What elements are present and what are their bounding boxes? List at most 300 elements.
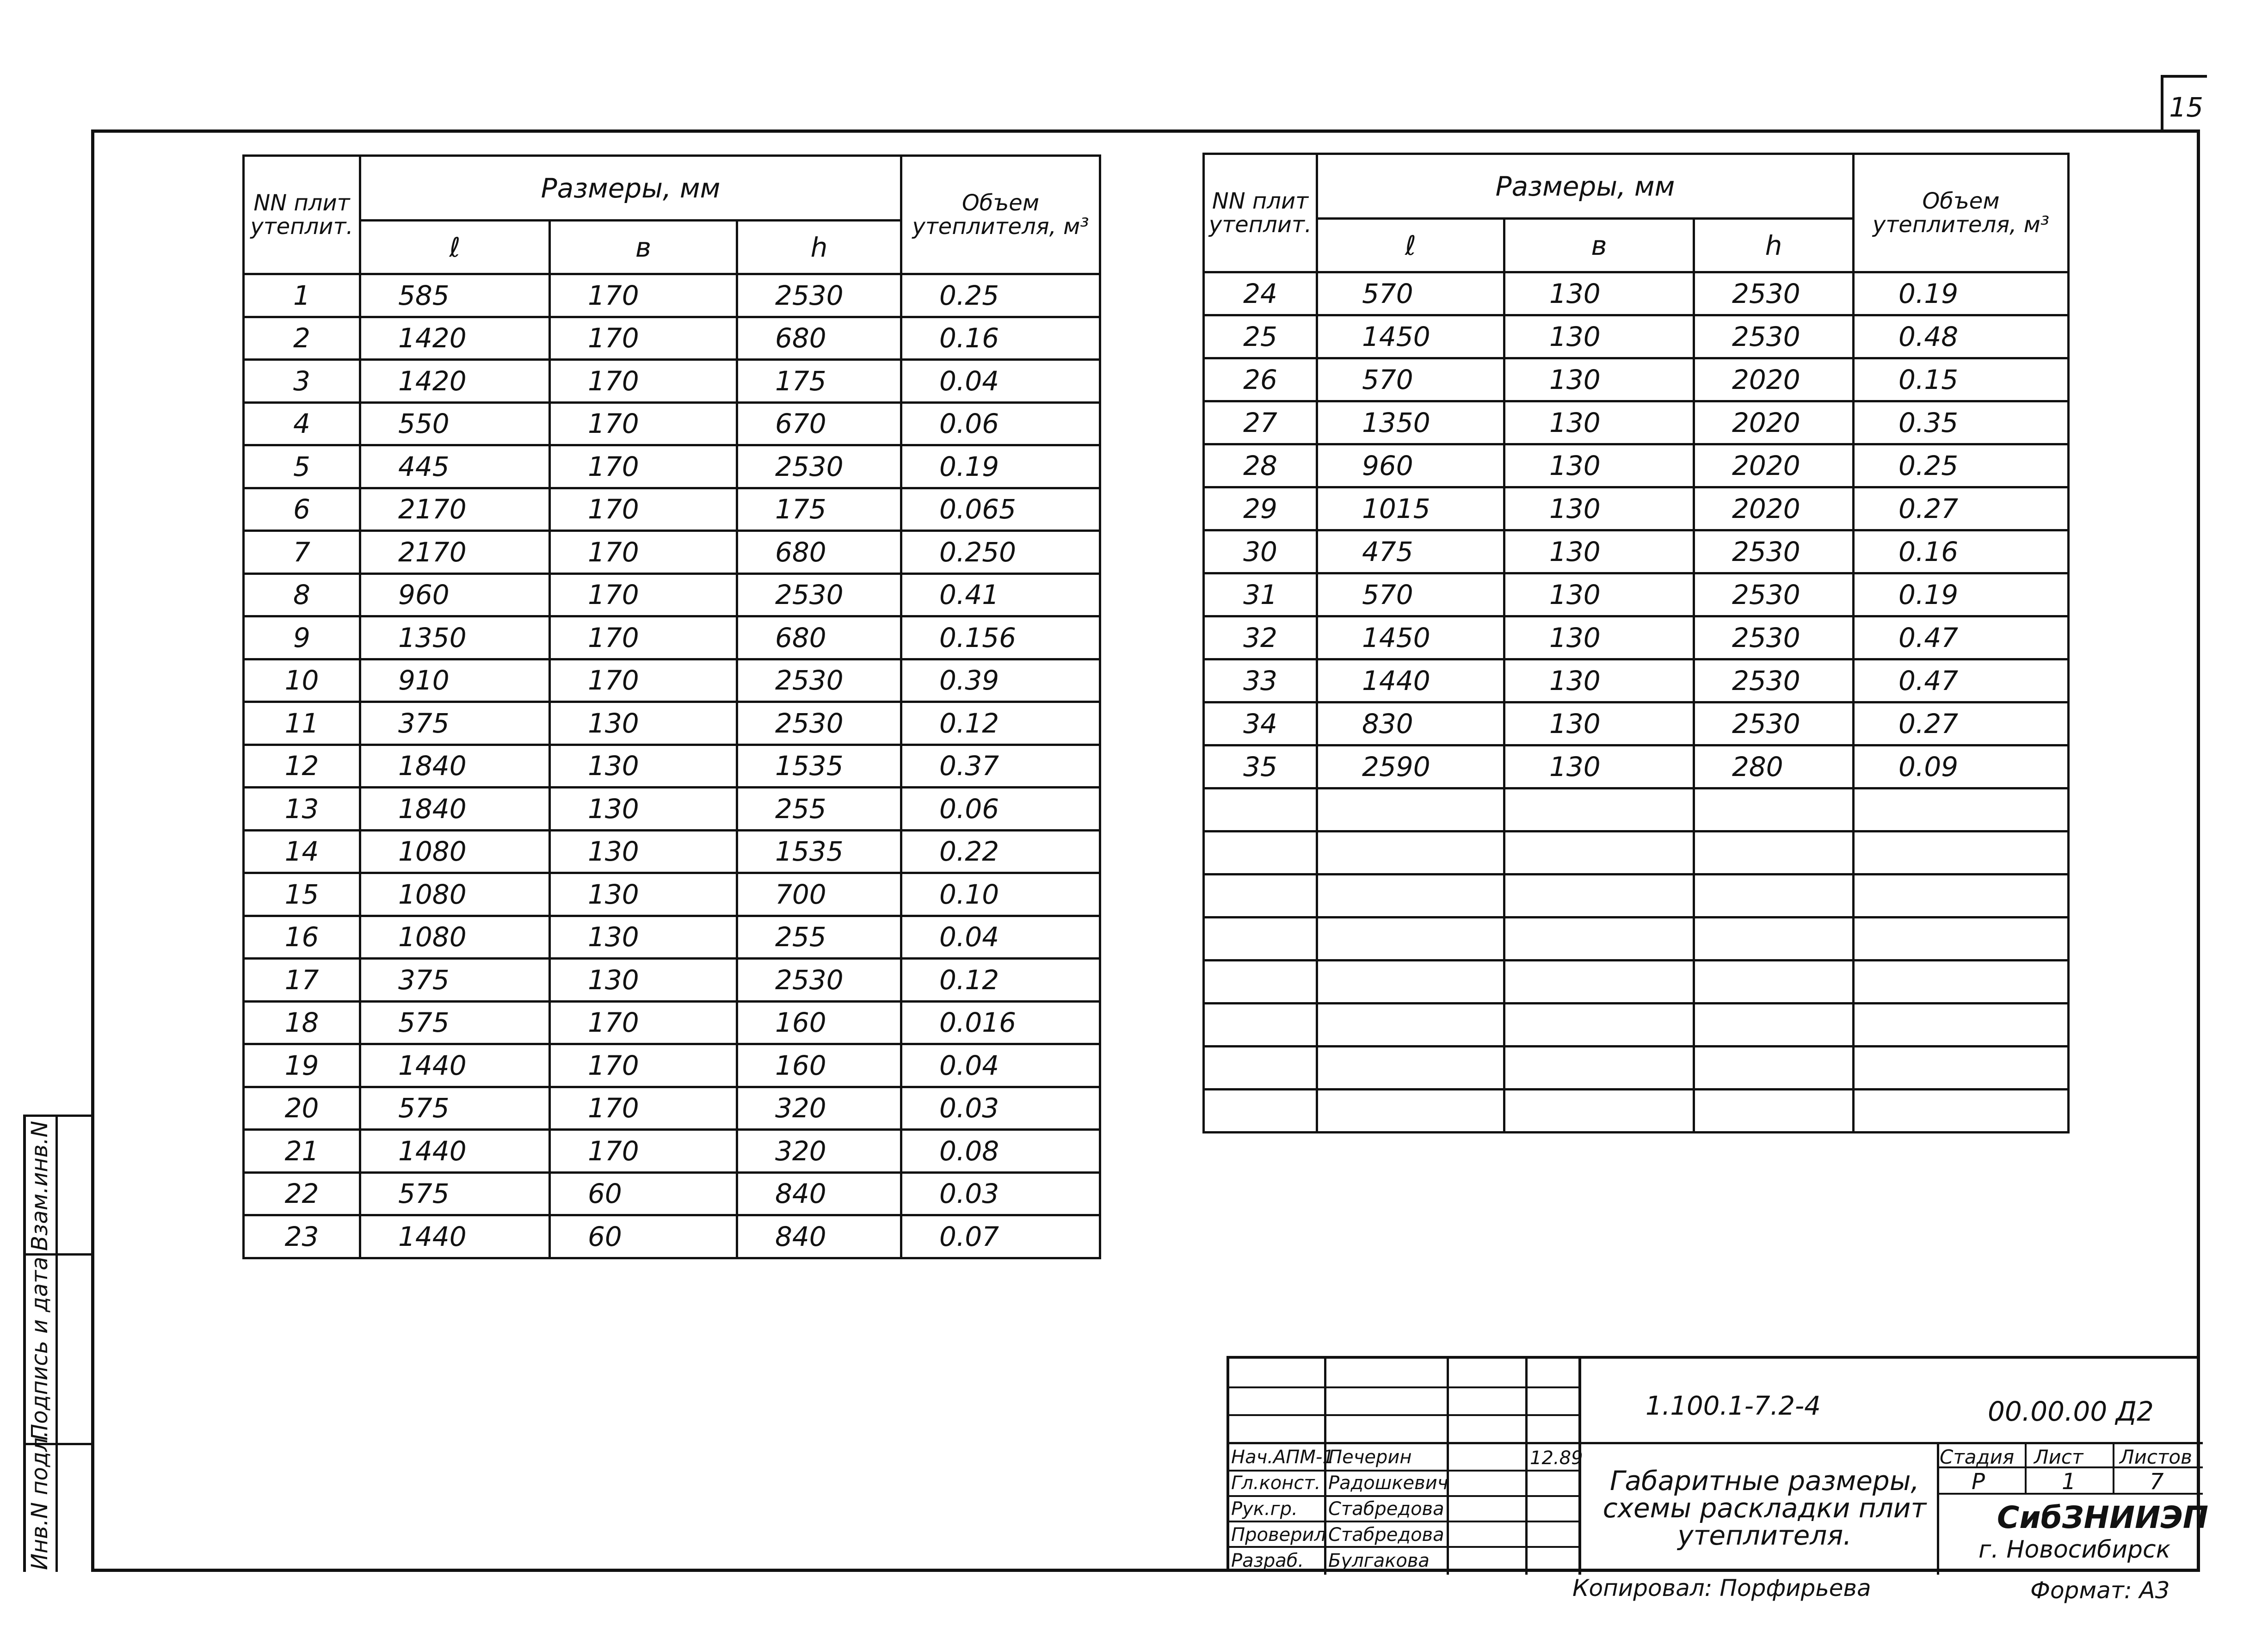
table-row bbox=[244, 745, 1100, 788]
cell-width: 130 bbox=[1504, 573, 1694, 616]
cell-volume: 0.19 bbox=[901, 445, 1100, 488]
cell-plate-number: 1 bbox=[244, 274, 360, 317]
table-row bbox=[1204, 358, 2069, 401]
cell-length bbox=[1317, 1047, 1504, 1090]
cell-plate-number bbox=[1204, 918, 1317, 961]
cell-width: 170 bbox=[550, 616, 737, 659]
cell-height: 2530 bbox=[1694, 659, 1854, 702]
table-row bbox=[244, 1044, 1100, 1087]
cell-width bbox=[1504, 1004, 1694, 1047]
cell-volume bbox=[1854, 1090, 2069, 1133]
table-row bbox=[1204, 401, 2069, 444]
table-row bbox=[1204, 745, 2069, 788]
cell-volume bbox=[1854, 788, 2069, 831]
cell-length: 2170 bbox=[360, 531, 550, 574]
cell-plate-number: 30 bbox=[1204, 530, 1317, 573]
table-row bbox=[1204, 272, 2069, 315]
table-row bbox=[244, 916, 1100, 959]
cell-width: 130 bbox=[1504, 659, 1694, 702]
cell-width: 130 bbox=[1504, 745, 1694, 788]
cell-width: 60 bbox=[550, 1215, 737, 1258]
doc-code: 1.100.1-7.2-4 bbox=[1646, 1391, 1821, 1421]
cell-height: 840 bbox=[737, 1215, 901, 1258]
sheets-label: Листов bbox=[2120, 1446, 2192, 1468]
cell-height bbox=[1694, 875, 1854, 918]
cell-width: 170 bbox=[550, 531, 737, 574]
role-name: Стабредова bbox=[1328, 1524, 1444, 1546]
cell-height: 280 bbox=[1694, 745, 1854, 788]
header-plate-number: NN плит утеплит. bbox=[1204, 154, 1317, 272]
cell-volume: 0.16 bbox=[901, 317, 1100, 360]
cell-plate-number bbox=[1204, 875, 1317, 918]
cell-volume: 0.03 bbox=[901, 1087, 1100, 1130]
table-row bbox=[1204, 530, 2069, 573]
table-row bbox=[1204, 1047, 2069, 1090]
cell-volume: 0.25 bbox=[901, 274, 1100, 317]
cell-plate-number: 21 bbox=[244, 1130, 360, 1173]
cell-volume bbox=[1854, 918, 2069, 961]
cell-volume: 0.16 bbox=[1854, 530, 2069, 573]
table-row bbox=[244, 830, 1100, 873]
cell-length: 960 bbox=[360, 573, 550, 616]
table-row bbox=[1204, 702, 2069, 745]
cell-plate-number: 14 bbox=[244, 830, 360, 873]
table-row bbox=[1204, 831, 2069, 875]
table-row bbox=[244, 274, 1100, 317]
cell-width bbox=[1504, 831, 1694, 875]
cell-plate-number: 2 bbox=[244, 317, 360, 360]
paper-format: Формат: А3 bbox=[2030, 1577, 2170, 1604]
cell-volume: 0.12 bbox=[901, 702, 1100, 745]
cell-plate-number bbox=[1204, 831, 1317, 875]
cell-length: 1440 bbox=[360, 1130, 550, 1173]
cell-length: 575 bbox=[360, 1001, 550, 1044]
header-length: ℓ bbox=[360, 221, 550, 274]
cell-plate-number: 29 bbox=[1204, 487, 1317, 530]
cell-volume: 0.03 bbox=[901, 1172, 1100, 1215]
cell-width: 130 bbox=[1504, 272, 1694, 315]
table-row bbox=[244, 659, 1100, 702]
cell-length: 575 bbox=[360, 1172, 550, 1215]
cell-height: 2020 bbox=[1694, 358, 1854, 401]
role-label: Гл.конст. bbox=[1231, 1472, 1321, 1494]
cell-height: 2530 bbox=[737, 445, 901, 488]
cell-length: 1450 bbox=[1317, 616, 1504, 659]
cell-plate-number: 6 bbox=[244, 488, 360, 531]
role-name: Стабредова bbox=[1328, 1498, 1444, 1520]
header-sizes: Размеры, мм bbox=[1317, 154, 1854, 219]
table-row bbox=[244, 488, 1100, 531]
cell-length: 570 bbox=[1317, 272, 1504, 315]
cell-height: 2530 bbox=[1694, 272, 1854, 315]
table-row bbox=[1204, 315, 2069, 358]
cell-height bbox=[1694, 1090, 1854, 1133]
cell-width: 170 bbox=[550, 445, 737, 488]
cell-plate-number bbox=[1204, 1047, 1317, 1090]
cell-height: 2530 bbox=[737, 959, 901, 1002]
cell-height: 255 bbox=[737, 788, 901, 831]
cell-width: 170 bbox=[550, 317, 737, 360]
header-height: h bbox=[1694, 219, 1854, 272]
cell-volume: 0.19 bbox=[1854, 272, 2069, 315]
header-volume: Объем утеплителя, м³ bbox=[1854, 154, 2069, 272]
cell-width: 130 bbox=[1504, 487, 1694, 530]
table-row bbox=[244, 702, 1100, 745]
cell-length: 1420 bbox=[360, 317, 550, 360]
table-row bbox=[244, 360, 1100, 403]
table-row bbox=[1204, 961, 2069, 1004]
role-name: Булгакова bbox=[1328, 1550, 1430, 1571]
cell-plate-number: 11 bbox=[244, 702, 360, 745]
cell-height bbox=[1694, 918, 1854, 961]
table-row bbox=[244, 1172, 1100, 1215]
cell-length: 475 bbox=[1317, 530, 1504, 573]
table-row bbox=[244, 1001, 1100, 1044]
cell-length: 575 bbox=[360, 1087, 550, 1130]
cell-plate-number: 31 bbox=[1204, 573, 1317, 616]
cell-length: 570 bbox=[1317, 573, 1504, 616]
cell-height: 840 bbox=[737, 1172, 901, 1215]
cell-plate-number: 35 bbox=[1204, 745, 1317, 788]
cell-length bbox=[1317, 875, 1504, 918]
table-row bbox=[244, 616, 1100, 659]
cell-length: 1420 bbox=[360, 360, 550, 403]
cell-height: 680 bbox=[737, 531, 901, 574]
cell-width: 60 bbox=[550, 1172, 737, 1215]
cell-width: 130 bbox=[550, 830, 737, 873]
cell-width: 130 bbox=[1504, 530, 1694, 573]
cell-width: 130 bbox=[1504, 358, 1694, 401]
cell-width: 130 bbox=[1504, 401, 1694, 444]
table-row bbox=[244, 1087, 1100, 1130]
cell-length: 1840 bbox=[360, 745, 550, 788]
cell-plate-number bbox=[1204, 1004, 1317, 1047]
cell-length: 1015 bbox=[1317, 487, 1504, 530]
cell-width bbox=[1504, 1047, 1694, 1090]
cell-volume: 0.41 bbox=[901, 573, 1100, 616]
sheet-label: Лист bbox=[2034, 1446, 2083, 1468]
cell-length: 2170 bbox=[360, 488, 550, 531]
cell-height: 2530 bbox=[1694, 616, 1854, 659]
cell-plate-number: 9 bbox=[244, 616, 360, 659]
cell-plate-number: 4 bbox=[244, 402, 360, 445]
cell-length bbox=[1317, 1090, 1504, 1133]
cell-length: 1440 bbox=[360, 1215, 550, 1258]
cell-volume: 0.37 bbox=[901, 745, 1100, 788]
table-row bbox=[244, 873, 1100, 916]
cell-volume: 0.016 bbox=[901, 1001, 1100, 1044]
cell-volume: 0.27 bbox=[1854, 702, 2069, 745]
cell-height: 175 bbox=[737, 488, 901, 531]
cell-length: 375 bbox=[360, 702, 550, 745]
cell-plate-number: 25 bbox=[1204, 315, 1317, 358]
signature-date-label: Подпись и дата bbox=[27, 1256, 53, 1441]
sign-date: 12.89 bbox=[1530, 1447, 1583, 1469]
cell-plate-number: 34 bbox=[1204, 702, 1317, 745]
cell-length: 375 bbox=[360, 959, 550, 1002]
table-row bbox=[244, 788, 1100, 831]
table-row bbox=[244, 445, 1100, 488]
cell-plate-number: 17 bbox=[244, 959, 360, 1002]
cell-height: 1535 bbox=[737, 830, 901, 873]
cell-plate-number: 3 bbox=[244, 360, 360, 403]
cell-volume: 0.19 bbox=[1854, 573, 2069, 616]
title-block bbox=[1226, 1356, 2209, 1572]
cell-width: 170 bbox=[550, 488, 737, 531]
drawing-title: Габаритные размеры, схемы раскладки плит утеплителя. bbox=[1602, 1465, 1927, 1552]
role-label: Разраб. bbox=[1231, 1550, 1304, 1571]
table-row bbox=[1204, 1090, 2069, 1133]
role-label: Проверил bbox=[1231, 1524, 1326, 1546]
cell-length: 1080 bbox=[360, 873, 550, 916]
cell-plate-number: 19 bbox=[244, 1044, 360, 1087]
cell-plate-number bbox=[1204, 1090, 1317, 1133]
cell-plate-number: 18 bbox=[244, 1001, 360, 1044]
cell-plate-number: 20 bbox=[244, 1087, 360, 1130]
cell-length: 2590 bbox=[1317, 745, 1504, 788]
table-row bbox=[1204, 659, 2069, 702]
cell-volume: 0.08 bbox=[901, 1130, 1100, 1173]
cell-plate-number: 24 bbox=[1204, 272, 1317, 315]
cell-height: 320 bbox=[737, 1087, 901, 1130]
table-row bbox=[1204, 1004, 2069, 1047]
cell-plate-number: 10 bbox=[244, 659, 360, 702]
table-row bbox=[244, 573, 1100, 616]
cell-length bbox=[1317, 918, 1504, 961]
cell-width: 130 bbox=[550, 916, 737, 959]
table-row bbox=[1204, 875, 2069, 918]
cell-plate-number: 23 bbox=[244, 1215, 360, 1258]
cell-volume: 0.25 bbox=[1854, 444, 2069, 487]
cell-width: 130 bbox=[1504, 315, 1694, 358]
role-label: Рук.гр. bbox=[1231, 1498, 1298, 1520]
cell-length: 1350 bbox=[360, 616, 550, 659]
cell-length: 1450 bbox=[1317, 315, 1504, 358]
cell-length: 1840 bbox=[360, 788, 550, 831]
side-stamp-strip bbox=[23, 1115, 91, 1572]
cell-width: 130 bbox=[1504, 616, 1694, 659]
cell-height: 700 bbox=[737, 873, 901, 916]
cell-volume: 0.12 bbox=[901, 959, 1100, 1002]
cell-plate-number: 8 bbox=[244, 573, 360, 616]
cell-length: 585 bbox=[360, 274, 550, 317]
role-label: Нач.АПМ-1 bbox=[1231, 1447, 1334, 1468]
cell-height: 2530 bbox=[737, 573, 901, 616]
cell-height: 2530 bbox=[1694, 702, 1854, 745]
cell-volume bbox=[1854, 961, 2069, 1004]
table-row bbox=[244, 959, 1100, 1002]
cell-volume bbox=[1854, 1047, 2069, 1090]
cell-length: 1350 bbox=[1317, 401, 1504, 444]
right-table-body bbox=[1204, 272, 2069, 1133]
cell-height: 2530 bbox=[1694, 530, 1854, 573]
cell-width bbox=[1504, 918, 1694, 961]
cell-plate-number bbox=[1204, 788, 1317, 831]
cell-width: 170 bbox=[550, 1087, 737, 1130]
cell-height: 680 bbox=[737, 317, 901, 360]
cell-length bbox=[1317, 788, 1504, 831]
cell-length: 1440 bbox=[360, 1044, 550, 1087]
cell-height bbox=[1694, 831, 1854, 875]
cell-height bbox=[1694, 788, 1854, 831]
cell-plate-number: 13 bbox=[244, 788, 360, 831]
cell-length: 445 bbox=[360, 445, 550, 488]
cell-width: 170 bbox=[550, 1044, 737, 1087]
table-row bbox=[244, 317, 1100, 360]
cell-plate-number bbox=[1204, 961, 1317, 1004]
copied-by: Копировал: Порфирьева bbox=[1572, 1575, 1871, 1601]
cell-width: 130 bbox=[550, 745, 737, 788]
cell-height: 255 bbox=[737, 916, 901, 959]
header-sizes: Размеры, мм bbox=[360, 156, 901, 221]
cell-height: 1535 bbox=[737, 745, 901, 788]
table-row bbox=[1204, 788, 2069, 831]
cell-plate-number: 33 bbox=[1204, 659, 1317, 702]
cell-volume: 0.065 bbox=[901, 488, 1100, 531]
cell-length bbox=[1317, 1004, 1504, 1047]
cell-width: 130 bbox=[550, 702, 737, 745]
cell-height: 680 bbox=[737, 616, 901, 659]
header-volume: Объем утеплителя, м³ bbox=[901, 156, 1100, 274]
cell-plate-number: 22 bbox=[244, 1172, 360, 1215]
cell-volume: 0.09 bbox=[1854, 745, 2069, 788]
cell-length: 960 bbox=[1317, 444, 1504, 487]
cell-volume: 0.39 bbox=[901, 659, 1100, 702]
cell-width: 170 bbox=[550, 1130, 737, 1173]
cell-width: 130 bbox=[1504, 444, 1694, 487]
cell-volume: 0.22 bbox=[901, 830, 1100, 873]
cell-length: 570 bbox=[1317, 358, 1504, 401]
cell-width: 170 bbox=[550, 360, 737, 403]
insulation-table-right bbox=[1202, 153, 2070, 1133]
table-row bbox=[244, 1130, 1100, 1173]
org-city: г. Новосибирск bbox=[1978, 1536, 2171, 1564]
cell-height: 160 bbox=[737, 1001, 901, 1044]
cell-height: 160 bbox=[737, 1044, 901, 1087]
cell-width bbox=[1504, 875, 1694, 918]
inv-podl-label: Инв.N подл. bbox=[27, 1430, 53, 1570]
table-row bbox=[1204, 444, 2069, 487]
cell-height: 175 bbox=[737, 360, 901, 403]
cell-length: 1440 bbox=[1317, 659, 1504, 702]
cell-height: 2530 bbox=[737, 274, 901, 317]
cell-width: 130 bbox=[550, 873, 737, 916]
cell-width: 170 bbox=[550, 1001, 737, 1044]
stage-label: Стадия bbox=[1940, 1446, 2015, 1468]
header-length: ℓ bbox=[1317, 219, 1504, 272]
cell-height: 320 bbox=[737, 1130, 901, 1173]
cell-height: 2020 bbox=[1694, 444, 1854, 487]
cell-plate-number: 5 bbox=[244, 445, 360, 488]
cell-width: 170 bbox=[550, 402, 737, 445]
header-width: в bbox=[1504, 219, 1694, 272]
cell-volume: 0.156 bbox=[901, 616, 1100, 659]
cell-height: 2530 bbox=[737, 702, 901, 745]
cell-width: 130 bbox=[550, 788, 737, 831]
cell-length: 1080 bbox=[360, 916, 550, 959]
cell-volume: 0.35 bbox=[1854, 401, 2069, 444]
cell-plate-number: 32 bbox=[1204, 616, 1317, 659]
cell-width bbox=[1504, 788, 1694, 831]
sheet-number: 15 bbox=[2169, 92, 2203, 123]
cell-plate-number: 15 bbox=[244, 873, 360, 916]
cell-volume bbox=[1854, 831, 2069, 875]
table-row bbox=[244, 402, 1100, 445]
cell-volume: 0.47 bbox=[1854, 616, 2069, 659]
cell-width: 170 bbox=[550, 573, 737, 616]
cell-volume: 0.250 bbox=[901, 531, 1100, 574]
cell-height bbox=[1694, 1004, 1854, 1047]
role-name: Печерин bbox=[1328, 1447, 1412, 1468]
table-row bbox=[1204, 573, 2069, 616]
cell-width: 170 bbox=[550, 659, 737, 702]
stage-value: Р bbox=[1972, 1469, 1985, 1495]
cell-length: 550 bbox=[360, 402, 550, 445]
cell-height: 2020 bbox=[1694, 401, 1854, 444]
sheets-value: 7 bbox=[2150, 1469, 2164, 1495]
cell-height bbox=[1694, 1047, 1854, 1090]
cell-plate-number: 27 bbox=[1204, 401, 1317, 444]
cell-volume: 0.27 bbox=[1854, 487, 2069, 530]
cell-width: 130 bbox=[1504, 702, 1694, 745]
cell-volume: 0.10 bbox=[901, 873, 1100, 916]
cell-length: 910 bbox=[360, 659, 550, 702]
table-row bbox=[1204, 487, 2069, 530]
org-name: СибЗНИИЭП bbox=[1997, 1500, 2209, 1535]
cell-height: 2020 bbox=[1694, 487, 1854, 530]
cell-height: 2530 bbox=[1694, 573, 1854, 616]
cell-volume: 0.07 bbox=[901, 1215, 1100, 1258]
cell-volume: 0.04 bbox=[901, 916, 1100, 959]
role-name: Радошкевич bbox=[1328, 1472, 1448, 1494]
header-height: h bbox=[737, 221, 901, 274]
cell-plate-number: 28 bbox=[1204, 444, 1317, 487]
cell-volume: 0.15 bbox=[1854, 358, 2069, 401]
cell-volume bbox=[1854, 1004, 2069, 1047]
header-width: в bbox=[550, 221, 737, 274]
cell-height bbox=[1694, 961, 1854, 1004]
cell-volume: 0.06 bbox=[901, 402, 1100, 445]
cell-plate-number: 26 bbox=[1204, 358, 1317, 401]
drawing-code: 00.00.00 Д2 bbox=[1988, 1396, 2154, 1427]
header-plate-number: NN плит утеплит. bbox=[244, 156, 360, 274]
cell-height: 670 bbox=[737, 402, 901, 445]
sheet-number-box bbox=[2161, 75, 2207, 132]
cell-volume: 0.48 bbox=[1854, 315, 2069, 358]
cell-volume bbox=[1854, 875, 2069, 918]
vzam-inv-label: Взам.инв.N bbox=[27, 1121, 53, 1251]
cell-plate-number: 12 bbox=[244, 745, 360, 788]
cell-width bbox=[1504, 961, 1694, 1004]
cell-plate-number: 7 bbox=[244, 531, 360, 574]
cell-width: 130 bbox=[550, 959, 737, 1002]
cell-length bbox=[1317, 961, 1504, 1004]
cell-volume: 0.47 bbox=[1854, 659, 2069, 702]
insulation-table-left bbox=[242, 154, 1101, 1259]
cell-volume: 0.04 bbox=[901, 360, 1100, 403]
cell-volume: 0.06 bbox=[901, 788, 1100, 831]
sheet-value: 1 bbox=[2062, 1469, 2076, 1495]
cell-length bbox=[1317, 831, 1504, 875]
table-row bbox=[1204, 918, 2069, 961]
table-row bbox=[244, 531, 1100, 574]
table-row bbox=[1204, 616, 2069, 659]
cell-volume: 0.04 bbox=[901, 1044, 1100, 1087]
cell-width: 170 bbox=[550, 274, 737, 317]
cell-height: 2530 bbox=[737, 659, 901, 702]
cell-height: 2530 bbox=[1694, 315, 1854, 358]
table-row bbox=[244, 1215, 1100, 1258]
